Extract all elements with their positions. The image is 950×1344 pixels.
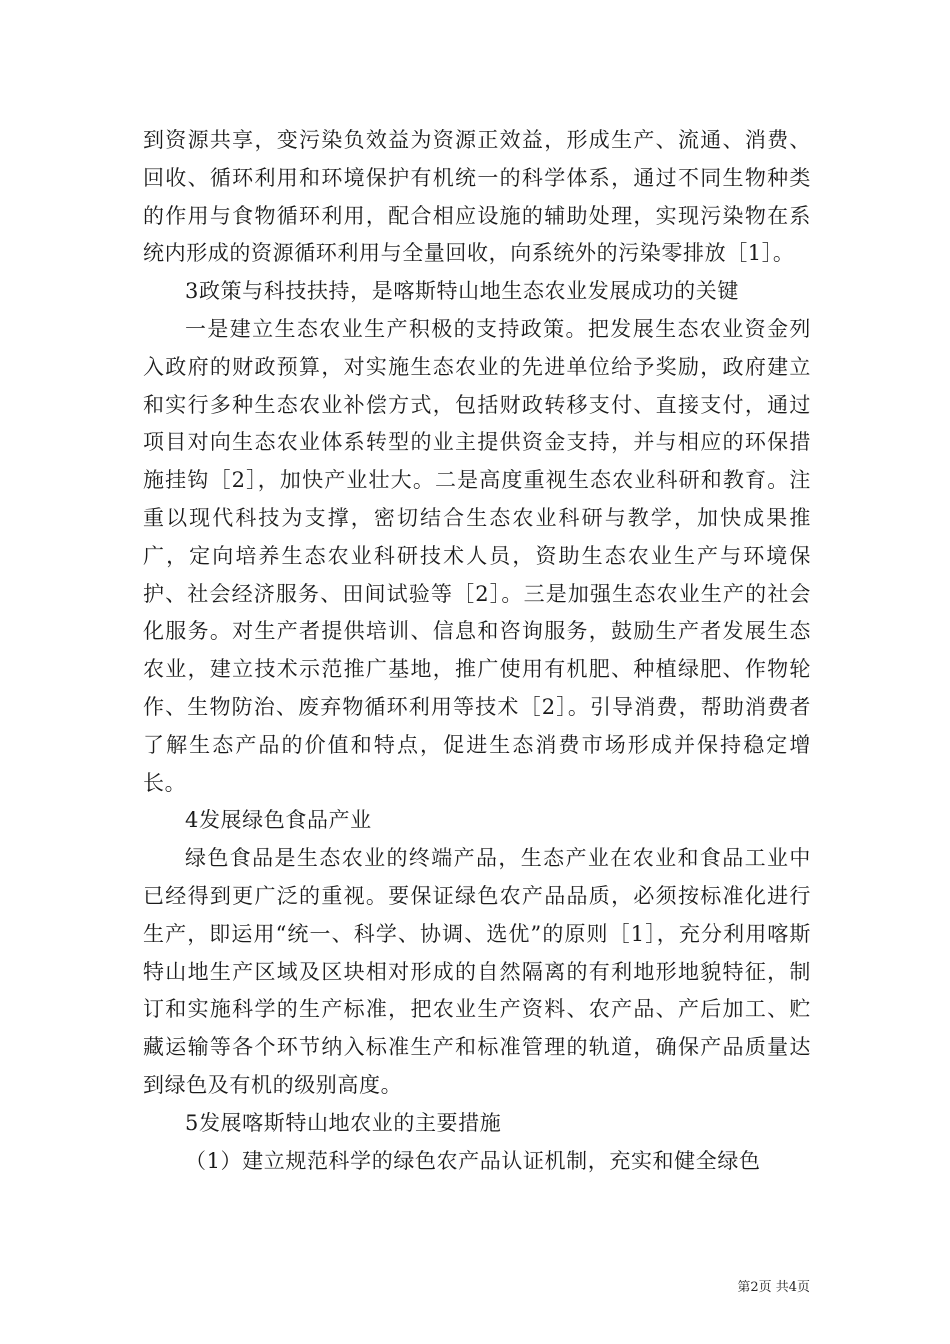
document-body bbox=[143, 122, 811, 1180]
section-heading-3: 3政策与科技扶持，是喀斯特山地生态农业发展成功的关键 bbox=[185, 279, 739, 304]
page-number-footer: 第2页 共4页 bbox=[737, 1280, 810, 1295]
paragraph-policy-support: 一是建立生态农业生产积极的支持政策。把发展生态农业资金列入政府的财政预算，对实施生态农业的先进单位给予奖励，政府建立和实行多种生态农业补偿方式，包括财政转移支付、直接支付，通过项目对向生态农业体系转型的业主提供资金支持，并与相应的环保措施挂钩［2］，加快产业壮大。二是高度重视生态农业科研和教育。注重以现代科技为支撑，密切结合生态农业科研与教学，加快成果推广，定向培养生态农业科研技术人员，资助生态农业生产与环境保护、社会经济服务、田间试验等［2］。三是加强生态农业生产的社会化服务。对生产者提供培训、信息和咨询服务，鼓励生产者发展生态农业，建立技术示范推广基地，推广使用有机肥、种植绿肥、作物轮作、生物防治、废弃物循环利用等技术［2］。引导消费，帮助消费者了解生态产品的价值和特点，促进生态消费市场形成并保持稳定增长。 bbox=[143, 316, 811, 795]
paragraph-measure-1: （1）建立规范科学的绿色农产品认证机制，充实和健全绿色 bbox=[185, 1148, 761, 1173]
section-heading-4: 4发展绿色食品产业 bbox=[185, 808, 372, 833]
paragraph-green-food: 绿色食品是生态农业的终端产品，生态产业在农业和食品工业中已经得到更广泛的重视。要保证绿色农产品品质，必须按标准化进行生产，即运用“统一、科学、协调、选优”的原则［1］，充分利用喀斯特山地生产区域及区块相对形成的自然隔离的有利地形地貌特征，制订和实施科学的生产标准，把农业生产资料、农产品、产后加工、贮藏运输等各个环节纳入标准生产和标准管理的轨道，确保产品质量达到绿色及有机的级别高度。 bbox=[143, 846, 811, 1097]
section-heading-5: 5发展喀斯特山地农业的主要措施 bbox=[185, 1110, 502, 1135]
paragraph-continued: 到资源共享，变污染负效益为资源正效益，形成生产、流通、消费、回收、循环利用和环境保护有机统一的科学体系，通过不同生物种类的作用与食物循环利用，配合相应设施的辅助处理，实现污染物在系统内形成的资源循环利用与全量回收，向系统外的污染零排放［1］。 bbox=[143, 128, 811, 266]
